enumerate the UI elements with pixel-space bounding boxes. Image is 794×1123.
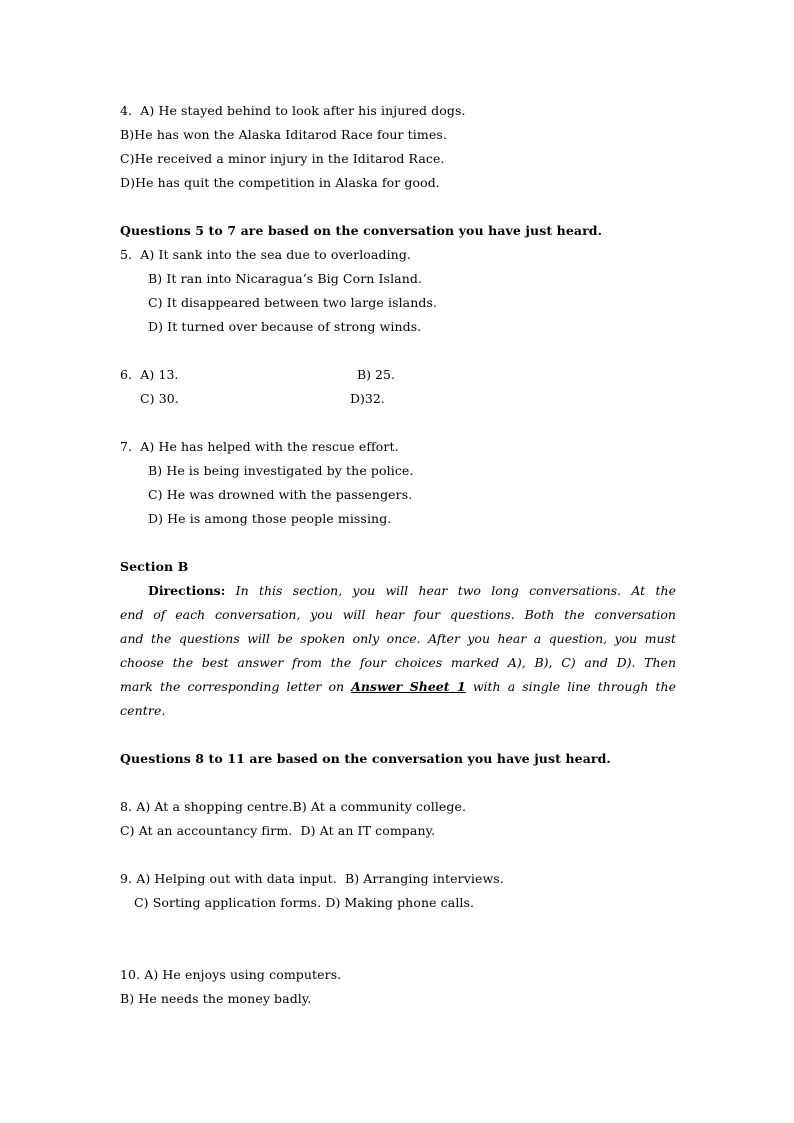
directions-line-4: choose the best answer from the four choices marked A), B), C) and D). Then: [120, 655, 676, 670]
q10-option-b: B) He needs the money badly.: [120, 991, 312, 1006]
q4-option-a: 4. A) He stayed behind to look after his injured dogs.: [120, 103, 466, 118]
heading-questions-5-7: Questions 5 to 7 are based on the conversation you have just heard.: [120, 223, 603, 238]
q7-option-d: D) He is among those people missing.: [148, 511, 392, 526]
directions-text-5b: with a single line through the: [472, 679, 676, 694]
directions-line-6: centre.: [120, 703, 166, 718]
q6-option-c: C) 30.: [140, 391, 179, 406]
directions-line-5: [120, 679, 676, 695]
q7-option-a: 7. A) He has helped with the rescue effort.: [120, 439, 399, 454]
q6-option-b: B) 25.: [357, 367, 395, 382]
directions-label: Directions:: [148, 583, 226, 598]
q10-option-a: 10. A) He enjoys using computers.: [120, 967, 342, 982]
directions-line-2: end of each conversation, you will hear four questions. Both the conversation: [120, 607, 676, 622]
q4-option-b: B)He has won the Alaska Iditarod Race four times.: [120, 127, 447, 142]
section-b-title: Section B: [120, 559, 189, 574]
q5-option-d: D) It turned over because of strong winds.: [148, 319, 422, 334]
q5-option-a: 5. A) It sank into the sea due to overloading.: [120, 247, 412, 262]
directions-line-3: and the questions will be spoken only once. After you hear a question, you must: [120, 631, 676, 646]
heading-questions-8-11: Questions 8 to 11 are based on the conversation you have just heard.: [120, 751, 611, 766]
directions-text-1: In this section, you will hear two long conversations. At the: [235, 583, 676, 598]
q7-option-c: C) He was drowned with the passengers.: [148, 487, 413, 502]
q8-line-2: C) At an accountancy firm. D) At an IT company.: [120, 823, 436, 838]
q6-option-d: D)32.: [350, 391, 385, 406]
q8-line-1: 8. A) At a shopping centre.B) At a community college.: [120, 799, 467, 814]
q5-option-c: C) It disappeared between two large islands.: [148, 295, 438, 310]
directions-text-5a: mark the corresponding letter on: [120, 679, 345, 694]
q9-line-2: C) Sorting application forms. D) Making phone calls.: [134, 895, 475, 910]
q4-option-d: D)He has quit the competition in Alaska for good.: [120, 175, 440, 190]
directions-line-1: [148, 583, 676, 599]
q6-option-a: 6. A) 13.: [120, 367, 179, 382]
q9-line-1: 9. A) Helping out with data input. B) Arranging interviews.: [120, 871, 504, 886]
q4-option-c: C)He received a minor injury in the Iditarod Race.: [120, 151, 445, 166]
q5-option-b: B) It ran into Nicaragua’s Big Corn Island.: [148, 271, 423, 286]
q7-option-b: B) He is being investigated by the police.: [148, 463, 414, 478]
answer-sheet-reference: Answer Sheet 1: [351, 679, 466, 694]
